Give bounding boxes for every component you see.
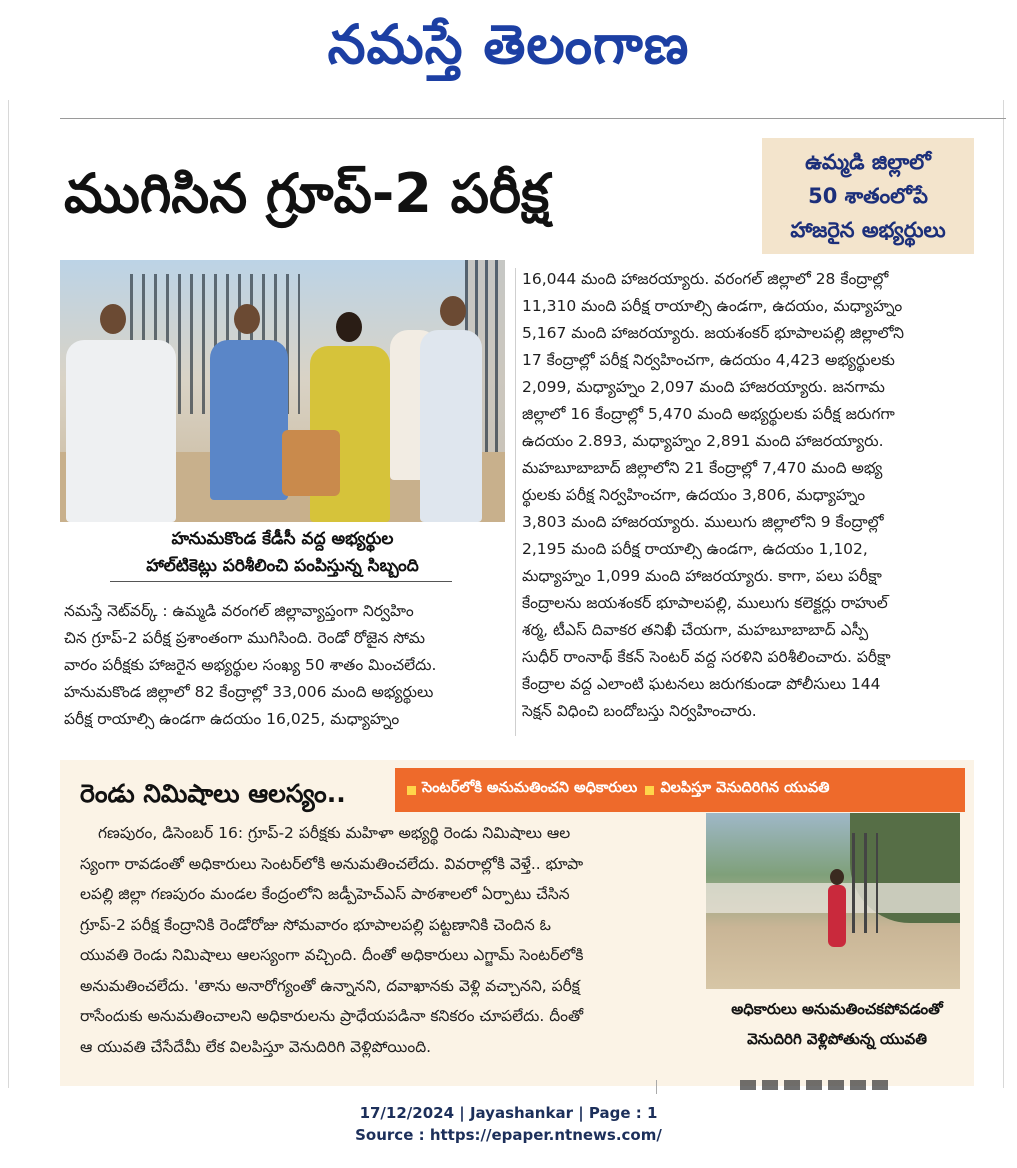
- page-footer: [0, 1102, 1017, 1146]
- newspaper-logo: నమస్తే తెలంగాణ: [327, 13, 690, 76]
- masthead: [0, 0, 1017, 90]
- article-line: శర్మ, టీఎస్ దివాకర తనిఖీ చేయగా, మహబూబాబాద్ ఎస్పీ: [522, 621, 869, 639]
- article-line: 17 కేంద్రాల్లో పరీక్ష నిర్వహించగా, ఉదయం 4,423 అభ్యర్థులకు: [522, 351, 895, 369]
- sidebar-tag: [645, 780, 829, 800]
- article-line: యువతి రెండు నిమిషాలు ఆలస్యంగా వచ్చింది. దీంతో అధికారులు ఎగ్జామ్ సెంటర్‌లోకి: [80, 946, 584, 964]
- subhead-line: హాజరైన అభ్యర్థులు: [790, 218, 946, 242]
- article-line: కేంద్రాలను జయశంకర్ భూపాలపల్లి, ములుగు కలెక్టర్లు రాహుల్: [522, 594, 888, 612]
- article-line: అనుమతించలేదు. 'తాను అనారోగ్యంతో ఉన్నానని, దవాఖానకు వెళ్లి వచ్చానని, పరీక్ష: [80, 976, 580, 995]
- gate-graphic: [852, 833, 878, 933]
- article-line: లపల్లి జిల్లా గణపురం మండల కేంద్రంలోని జడ్పీహెచ్ఎస్ పాఠశాలలో ఏర్పాటు చేసిన: [80, 885, 570, 903]
- sidebar-tag: [407, 780, 637, 800]
- young-woman-photo: [706, 813, 960, 989]
- article-column-right: [522, 266, 974, 725]
- staff-figure: [66, 340, 176, 522]
- article-line: సుధీర్ రాంనాథ్ కేకన్ సెంటర్ వద్ద సరళిని పరిశీలించారు. పరీక్షా: [522, 648, 891, 666]
- photo-caption: [60, 526, 505, 580]
- exam-center-photo: [60, 260, 505, 522]
- article-line: జిల్లాలో 16 కేంద్రాల్లో 5,470 మంది అభ్యర్థులకు పరీక్ష జరుగగా: [522, 405, 895, 423]
- article-line: స్యంగా రావడంతో అధికారులు సెంటర్‌లోకి అనుమతించలేదు. వివరాల్లోకి వెళ్తే.. భూపా: [80, 854, 584, 873]
- page-border-right: [1003, 100, 1004, 1088]
- staff-head: [440, 296, 466, 326]
- article-line: 5,167 మంది హాజరయ్యారు. జయశంకర్ భూపాలపల్లి జిల్లాలోని: [522, 324, 905, 342]
- article-line: నమస్తే నెట్‌వర్క్ : ఉమ్మడి వరంగల్ జిల్లావ్యాప్తంగా నిర్వహిం: [64, 602, 414, 620]
- article-line: 2,099, మధ్యాహ్నం 2,097 మంది హాజరయ్యారు. జనగామ: [522, 378, 885, 396]
- caption-line: హాల్‌టికెట్లు పరిశీలించి పంపిస్తున్న సిబ్బంది: [146, 556, 419, 576]
- column-divider: [515, 268, 516, 736]
- article-line: వారం పరీక్షకు హాజరైన అభ్యర్థుల సంఖ్య 50 శాతం మించలేదు.: [64, 656, 437, 674]
- article-line: 11,310 మంది పరీక్ష రాయాల్సి ఉండగా, ఉదయం, మధ్యాహ్నం: [522, 297, 903, 315]
- page-border-left: [8, 100, 9, 1088]
- article-line: గ్రూప్-2 పరీక్ష కేంద్రానికి రెండోరోజు సోమవారం భూపాలపల్లి పట్టణానికి చెందిన ఓ: [80, 915, 552, 934]
- article-line: చిన గ్రూప్-2 పరీక్ష ప్రశాంతంగా ముగిసింది. రెండో రోజైన సోమ: [64, 629, 425, 647]
- article-line: రాసేందుకు అనుమతించాలని అధికారులను ప్రాధేయపడినా కనికరం చూపలేదు. దీంతో: [80, 1007, 584, 1025]
- article-line: గణపురం, డిసెంబర్ 16: గ్రూప్-2 పరీక్షకు మహిళా అభ్యర్థి రెండు నిమిషాలు ఆల: [98, 824, 571, 842]
- sidebar-tag-bar: [395, 768, 965, 812]
- column-divider: [656, 1080, 657, 1094]
- sidebar-article: [80, 818, 690, 1062]
- caption-underline: [110, 581, 452, 582]
- article-headline: ముగిసిన గ్రూప్-2 పరీక్ష: [64, 162, 550, 225]
- caption-line: అధికారులు అనుమతించకపోవడంతో: [731, 1000, 943, 1018]
- article-line: ఆ యువతి చేసేదేమీ లేక విలపిస్తూ వెనుదిరిగి వెళ్లిపోయింది.: [80, 1037, 432, 1056]
- masthead-divider: [60, 118, 1006, 119]
- subhead-line: ఉమ్మడి జిల్లాలో: [805, 150, 931, 174]
- sidebar-headline: రెండు నిమిషాలు ఆలస్యం..: [80, 779, 346, 808]
- woman-figure: [828, 885, 846, 947]
- bullet-square-icon: [407, 786, 416, 795]
- article-line: 16,044 మంది హాజరయ్యారు. వరంగల్ జిల్లాలో 28 కేంద్రాల్లో: [522, 270, 889, 288]
- candidate-figure: [210, 340, 288, 500]
- woman-head: [830, 869, 844, 885]
- truncated-next-story: [740, 1080, 890, 1090]
- sidebar-tag-label: సెంటర్‌లోకి అనుమతించని అధికారులు: [422, 780, 638, 796]
- article-line: మహబూబాబాద్ జిల్లాలోని 21 కేంద్రాల్లో 7,470 మంది అభ్య: [522, 459, 883, 477]
- subhead-line: 50 శాతంలోపే: [808, 184, 928, 208]
- caption-line: హనుమకొండ కేడీసీ వద్ద అభ్యర్థుల: [171, 529, 394, 549]
- staff-head: [100, 304, 126, 334]
- sidebar-tag-label: విలపిస్తూ వెనుదిరిగిన యువతి: [660, 780, 830, 796]
- handbag-graphic: [282, 430, 340, 496]
- subhead-box: [762, 138, 974, 254]
- article-line: 2,195 మంది పరీక్ష రాయాల్సి ఉండగా, ఉదయం 1,102,: [522, 540, 868, 558]
- article-column-left: [64, 598, 504, 733]
- sidebar-photo-caption: [706, 994, 968, 1054]
- caption-line: వెనుదిరిగి వెళ్లిపోతున్న యువతి: [747, 1030, 927, 1048]
- article-line: సెక్షన్ విధించి బందోబస్తు నిర్వహించారు.: [522, 702, 757, 720]
- footer-source: Source : https://epaper.ntnews.com/: [355, 1126, 662, 1144]
- article-line: ర్థులకు పరీక్ష నిర్వహించగా, ఉదయం 3,806, మధ్యాహ్నం: [522, 486, 866, 504]
- footer-date-edition: 17/12/2024 | Jayashankar | Page : 1: [359, 1104, 658, 1122]
- candidate-head: [234, 304, 260, 334]
- article-line: ఉదయం 2.893, మధ్యాహ్నం 2,891 మంది హాజరయ్యారు.: [522, 432, 884, 450]
- candidate-woman-head: [336, 312, 362, 342]
- article-line: మధ్యాహ్నం 1,099 మంది హాజరయ్యారు. కాగా, పలు పరీక్షా: [522, 567, 882, 585]
- article-line: హనుమకొండ జిల్లాలో 82 కేంద్రాల్లో 33,006 మంది అభ్యర్థులు: [64, 683, 434, 701]
- article-line: కేంద్రాల వద్ద ఎలాంటి ఘటనలు జరుగకుండా పోలీసులు 144: [522, 675, 881, 693]
- article-line: పరీక్ష రాయాల్సి ఉండగా ఉదయం 16,025, మధ్యాహ్నం: [64, 710, 400, 728]
- staff-figure: [420, 330, 482, 522]
- bullet-square-icon: [645, 786, 654, 795]
- article-line: 3,803 మంది హాజరయ్యారు. ములుగు జిల్లాలోని 9 కేంద్రాల్లో: [522, 513, 884, 531]
